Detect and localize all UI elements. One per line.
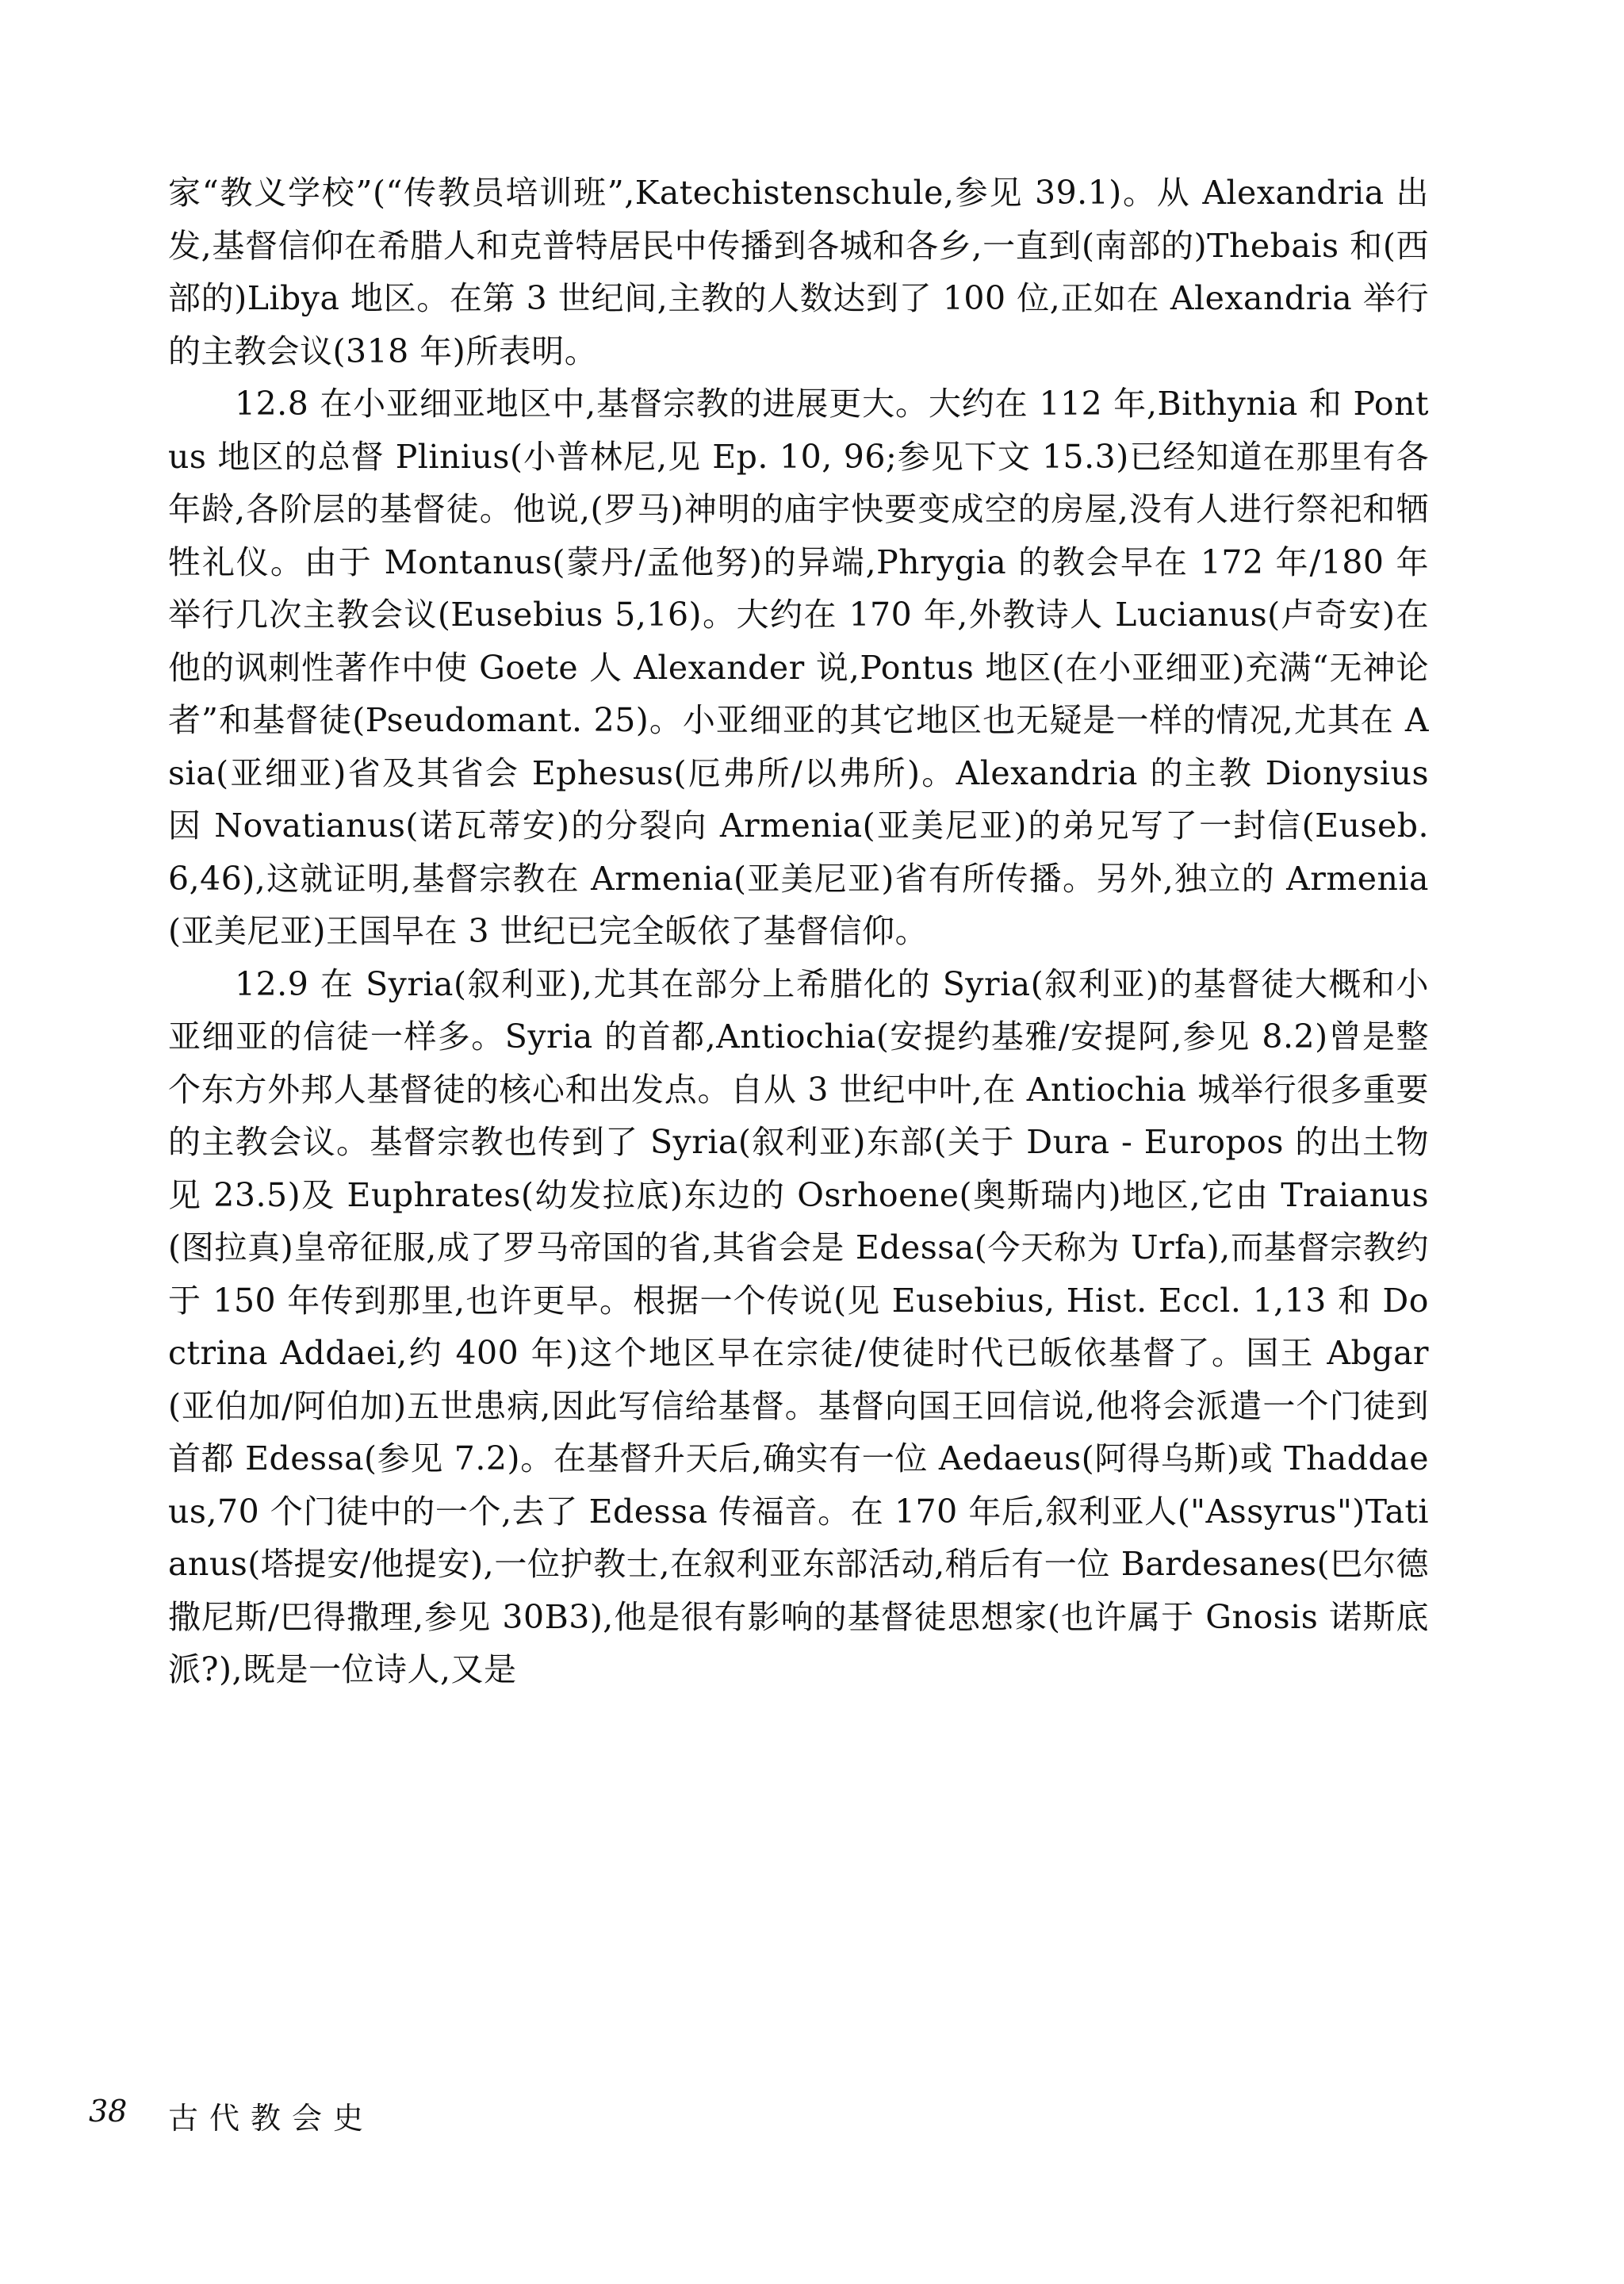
paragraph-12-9: 12.9 在 Syria(叙利亚),尤其在部分上希腊化的 Syria(叙利亚)的基督徒大概和小亚细亚的信徒一样多。Syria 的首都,Antiochia(安提约基雅/安提阿,参见 8.2)曾是整个东方外邦人基督徒的核心和出发点。自从 3 世纪中叶,在 Antiochia 城举行很多重要的主教会议。基督宗教也传到了 Syria(叙利亚)东部(关于 Dura - Europos 的出土物见 23.5)及 Euphrates(幼发拉底)东边的 Osrhoene(奥斯瑞内)地区,它由 Traianus(图拉真)皇帝征服,成了罗马帝国的省,其省会是 Edessa(今天称为 Urfa),而基督宗教约于 150 年传到那里,也许更早。根据一个传说(见 Eusebius, Hist. Eccl. 1,13 和 Doctrina Addaei,约 400 年)这个地区早在宗徒/使徒时代已皈依基督了。国王 Abgar(亚伯加/阿伯加)五世患病,因此写信给基督。基督向国王回信说,他将会派遣一个门徒到首都 Edessa(参见 7.2)。在基督升天后,确实有一位 Aedaeus(阿得乌斯)或 Thaddaeus,70 个门徒中的一个,去了 Edessa 传福音。在 170 年后,叙利亚人("Assyrus")Tatianus(塔提安/他提安),一位护教士,在叙利亚东部活动,稍后有一位 Bardesanes(巴尔德撒尼斯/巴得撒理,参见 30B3),他是很有影响的基督徒思想家(也许属于 Gnosis 诺斯底派?),既是一位诗人,又是 [168,964,1429,1688]
paragraph-12-8: 12.8 在小亚细亚地区中,基督宗教的进展更大。大约在 112 年,Bithynia 和 Pontus 地区的总督 Plinius(小普林尼,见 Ep. 10, 96;参见下文 15.3)已经知道在那里有各年龄,各阶层的基督徒。他说,(罗马)神明的庙宇快要变成空的房屋,没有人进行祭祀和牺牲礼仪。由于 Montanus(蒙丹/孟他努)的异端,Phrygia 的教会早在 172 年/180 年举行几次主教会议(Eusebius 5,16)。大约在 170 年,外教诗人 Lucianus(卢奇安)在他的讽刺性著作中使 Goete 人 Alexander 说,Pontus 地区(在小亚细亚)充满“无神论者”和基督徒(Pseudomant. 25)。小亚细亚的其它地区也无疑是一样的情况,尤其在 Asia(亚细亚)省及其省会 Ephesus(厄弗所/以弗所)。Alexandria 的主教 Dionysius 因 Novatianus(诺瓦蒂安)的分裂向 Armenia(亚美尼亚)的弟兄写了一封信(Euseb. 6,46),这就证明,基督宗教在 Armenia(亚美尼亚)省有所传播。另外,独立的 Armenia(亚美尼亚)王国早在 3 世纪已完全皈依了基督信仰。 [168,385,1429,950]
page-number: 38 [89,2094,128,2129]
running-title: 古代教会史 [168,2101,375,2136]
page-footer [89,2094,644,2149]
paragraph-continuation: 家“教义学校”(“传教员培训班”,Katechistenschule,参见 39.1)。从 Alexandria 出发,基督信仰在希腊人和克普特居民中传播到各城和各乡,一直到(南部的)Thebais 和(西部的)Libya 地区。在第 3 世纪间,主教的人数达到了 100 位,正如在 Alexandria 举行的主教会议(318 年)所表明。 [168,174,1429,370]
body-text [168,167,1429,1696]
